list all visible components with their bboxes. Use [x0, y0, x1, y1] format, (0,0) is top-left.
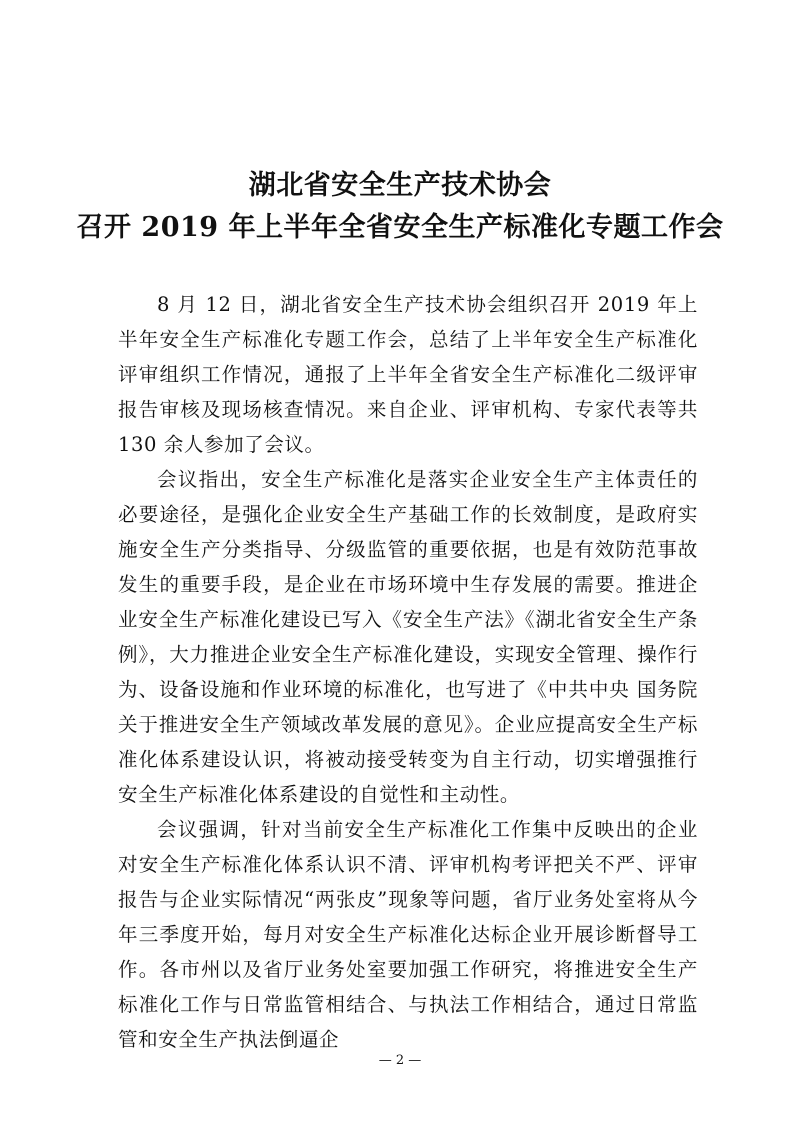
page-number: — 2 —: [378, 1053, 422, 1068]
document-title-line-2: 召开 2019 年上半年全省安全生产标准化专题工作会: [76, 212, 724, 243]
document-title-line-1: 湖北省安全生产技术协会: [248, 170, 552, 201]
paragraph-meeting-emphasis: 会议强调，针对当前安全生产标准化工作集中反映出的企业对安全生产标准化体系认识不清、评审机构考评把关不严、评审报告与企业实际情况“两张皮”现象等问题，省厅业务处室将从今年三季度开始，每月对安全生产标准化达标企业开展诊断督导工作。各市州以及省厅业务处室要加强工作研究，将推进安全生产标准化工作与日常监管相结合、与执法工作相结合，通过日常监管和安全生产执法倒逼企: [118, 818, 698, 1051]
paragraph-meeting-points: 会议指出，安全生产标准化是落实企业安全生产主体责任的必要途径，是强化企业安全生产基础工作的长效制度，是政府实施安全生产分类指导、分级监管的重要依据，也是有效防范事故发生的重要手段，是企业在市场环境中生存发展的需要。推进企业安全生产标准化建设已写入《安全生产法》《湖北省安全生产条例》，大力推进企业安全生产标准化建设，实现安全管理、操作行为、设备设施和作业环境的标准化，也写进了《中共中央 国务院关于推进安全生产领域改革发展的意见》。企业应提高安全生产标准化体系建设认识，将被动接受转变为自主行动，切实增强推行安全生产标准化体系建设的自觉性和主动性。: [118, 468, 698, 806]
document-body: [118, 287, 698, 1057]
paragraph-meeting-summary: 8 月 12 日，湖北省安全生产技术协会组织召开 2019 年上半年安全生产标准化专题工作会，总结了上半年安全生产标准化评审组织工作情况，通报了上半年全省安全生产标准化二级评审报告审核及现场核查情况。来自企业、评审机构、专家代表等共 130 余人参加了会议。: [118, 293, 698, 456]
